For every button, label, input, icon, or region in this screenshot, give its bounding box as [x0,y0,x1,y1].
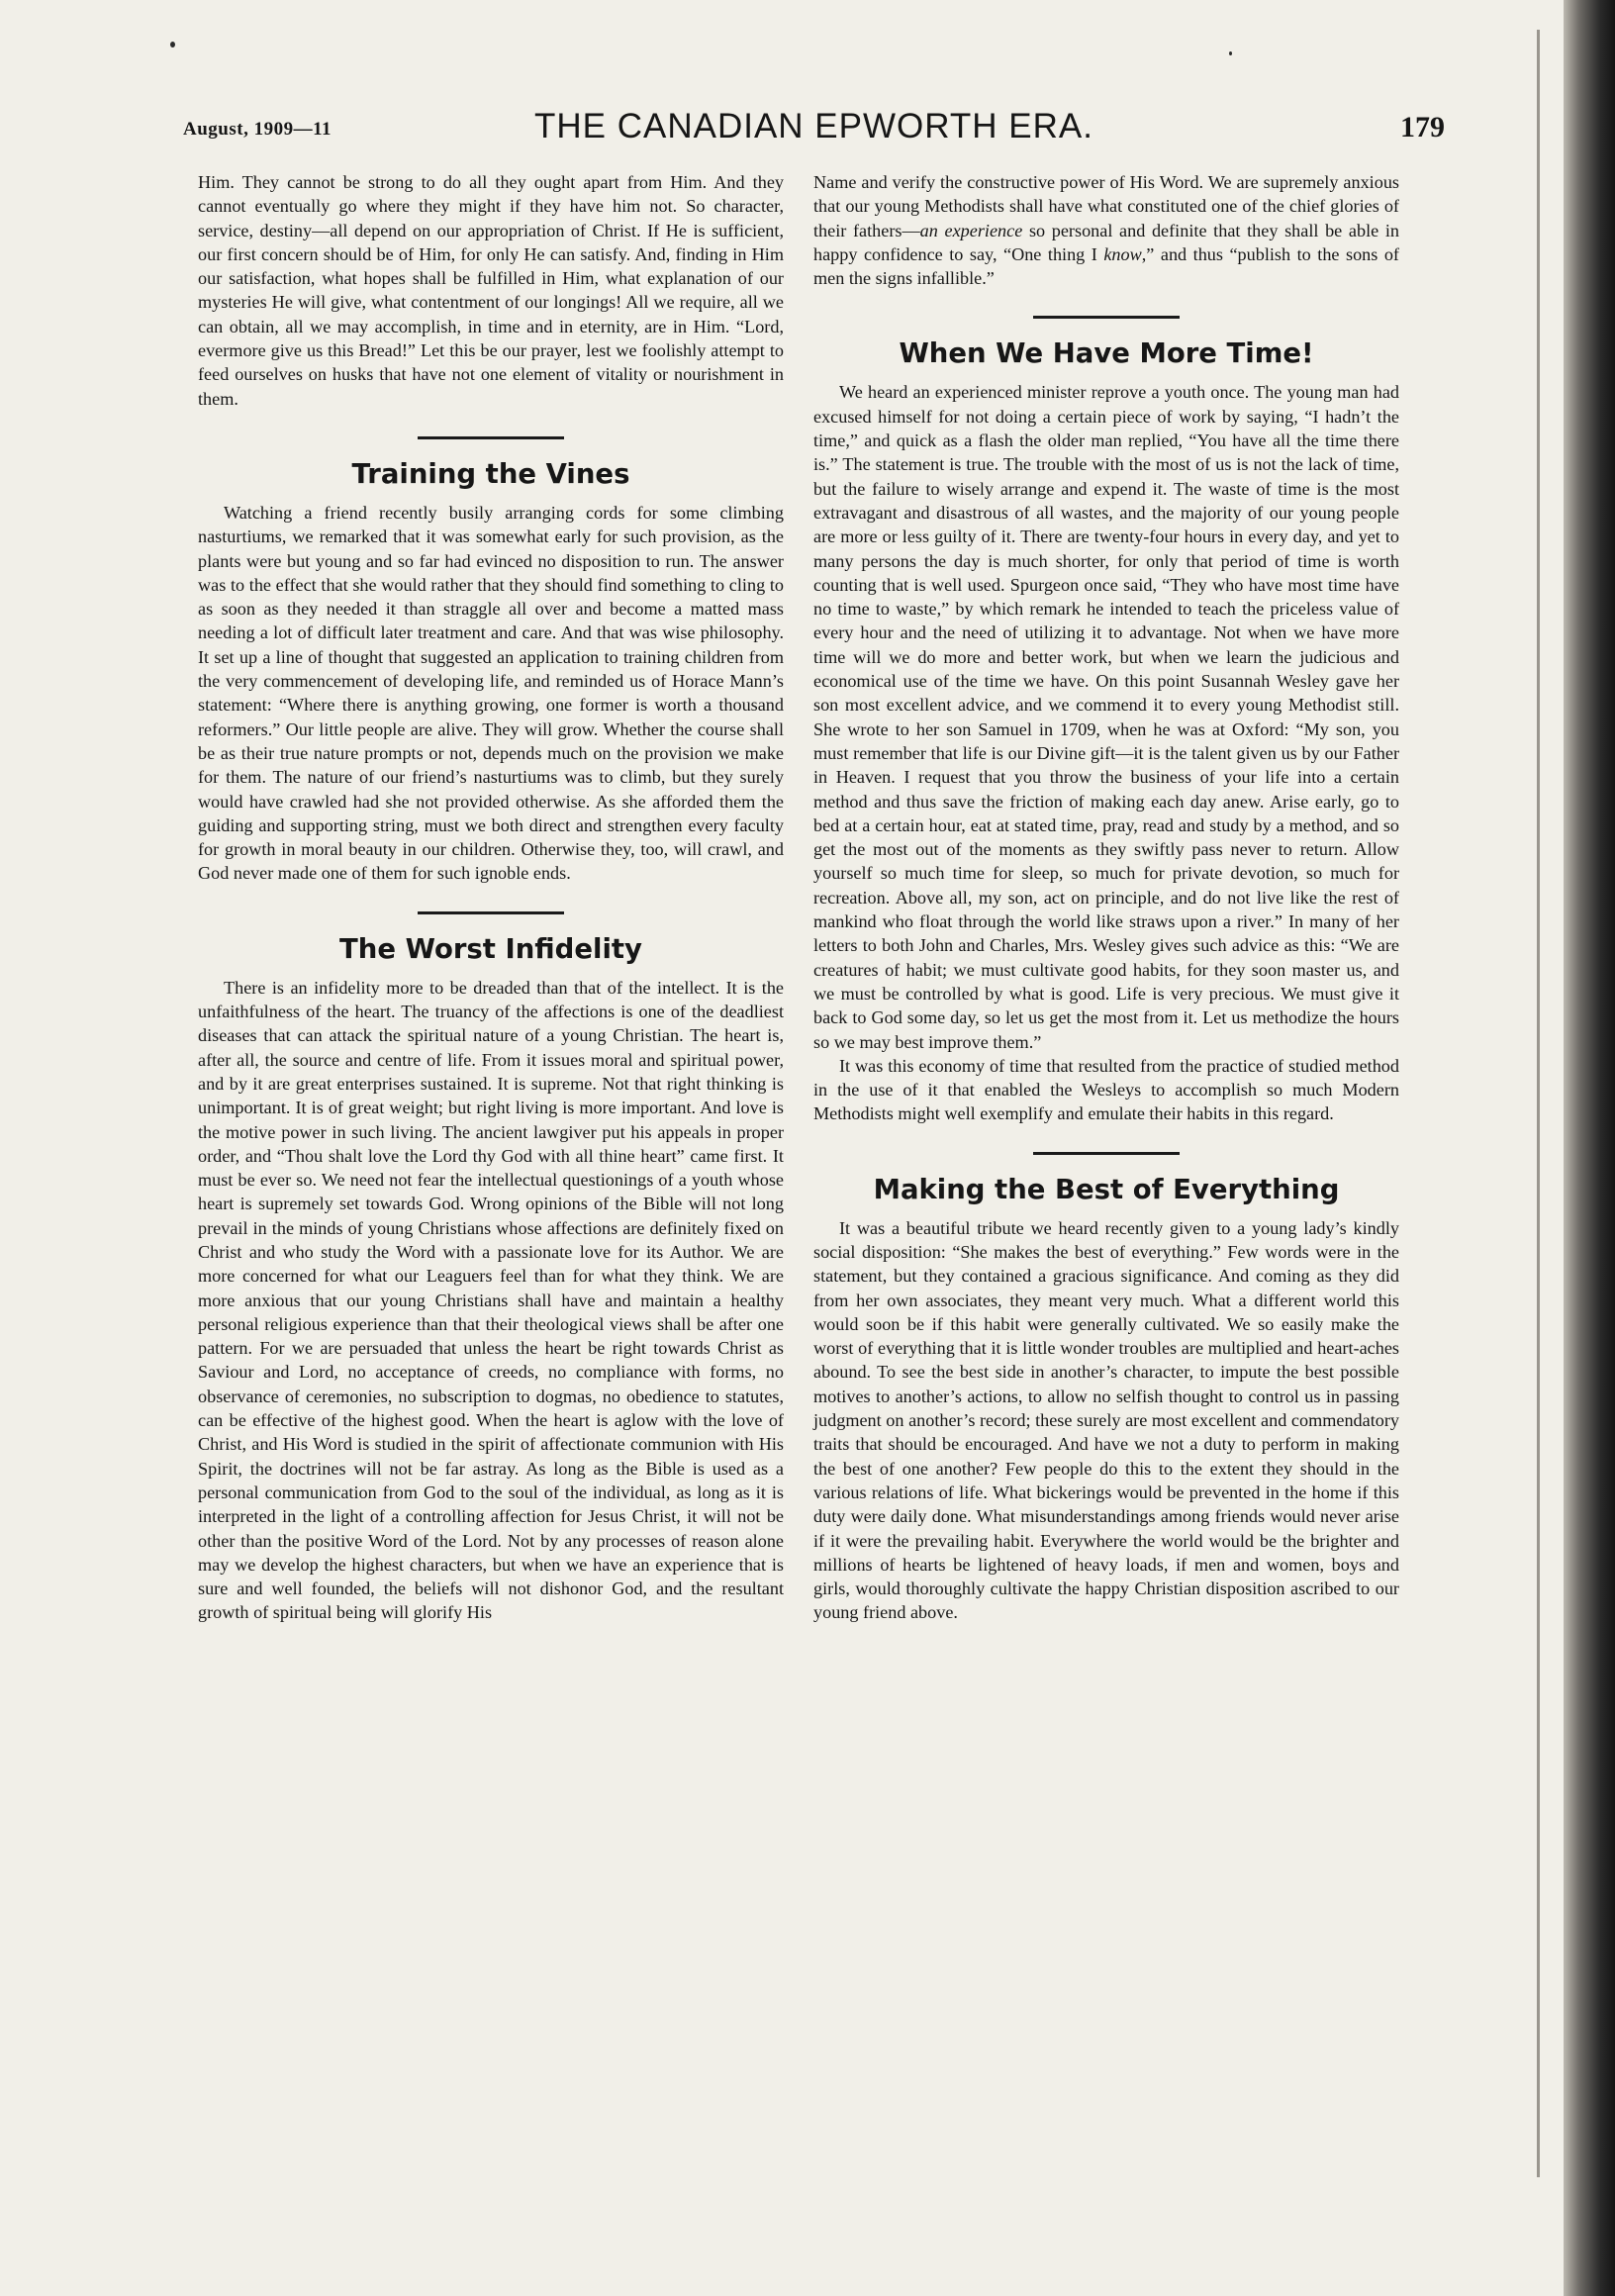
emphasis-experience: an experience [919,220,1023,240]
continued-text: ,” and thus “publish to the sons of men the signs infallible.” [813,243,1399,289]
article-title-training-the-vines: Training the Vines [351,457,630,490]
continued-paragraph [813,170,1399,290]
article-body-worst-infidelity: There is an infidelity more to be dreaded than that of the intellect. It is the unfaithfulness of the heart. The truancy of the affections is one of the deadliest diseases that can attack the spiritual nature of a young Christian. The heart is, after all, the source and centre of life. From it issues moral and spiritual power, and by it are great enterprises sustained. It is supreme. Not that right thinking is unimportant. It is of great weight; but right living is more important. And love is the motive power in such living. The ancient lawgiver put his appeals in proper order, and “Thou shalt love the Lord thy God with all thine heart” came first. It must be ever so. We need not fear the intellectual questionings of a youth whose heart is supremely set towards God. Wrong opinions of the Bible will not long prevail in the minds of young Christians whose affections are definitely fixed on Christ and who study the Word with a passionate love for its Author. We are more concerned for what our Leaguers feel than for what they think. We are more anxious that our young Christians shall have and maintain a healthy personal religious experience than that their theological views shall be after one pattern. For we are persuaded that unless the heart be right towards Christ as Saviour and Lord, no acceptance of creeds, no compliance with forms, no observance of ceremonies, no subscription to dogmas, no obedience to statutes, can be effective of the highest good. When the heart is aglow with the love of Christ, and His Word is studied in the spirit of affectionate communion with His Spirit, the doctrines will not be far astray. As long as the Bible is used as a personal communication from God to the soul of the individual, as long as it is interpreted in the light of a controlling affection for Jesus Christ, it will not be other than the positive Word of the Lord. Not by any processes of reason alone may we develop the highest characters, but when we have an experience that is sure and well founded, the beliefs will not dishonor God, and the resultant growth of spiritual being will glorify His [198,977,784,1623]
left-column [198,170,784,1625]
article-title-worst-infidelity: The Worst Infidelity [339,932,642,965]
article-body-more-time: We heard an experienced minister reprove a youth once. The young man had excused himself for not doing a certain piece of work by saying, “I hadn’t the time,” and quick as a flash the older man replied, “You have all the time there is.” The statement is true. The trouble with the most of us is not the lack of time, but the failure to wisely arrange and expend it. The waste of time is the most extravagant and disastrous of all wastes, and the majority of our young people are more or less guilty of it. There are twenty-four hours in every day, and yet to many persons the day is much shorter, for only that period of time is worth counting that is well used. Spurgeon once said, “They who have most time have no time to waste,” by which remark he intended to teach the priceless value of every hour and the need of utilizing it to advantage. Not when we have more time will we do more and better work, but when we learn the judicious and economical use of the time we have. On this point Susannah Wesley gave her son most excellent advice, and we commend it to every young Methodist still. She wrote to her son Samuel in 1709, when he was at Oxford: “My son, you must remember that life is our Divine gift—it is the talent given us by our Father in Heaven. I request that you throw the business of your life into a certain method and thus save the friction of making each day anew. Arise early, go to bed at a certain hour, eat at stated time, pray, read and study by a method, and so get the most out of the moments as they swiftly pass never to return. Allow yourself so much time for sleep, so much for private devotion, so much for recreation. Above all, my son, act on principle, and do not live like the rest of mankind who float through the world like straws upon a river.” In many of her letters to both John and Charles, Mrs. Wesley gives such advice as this: “We are creatures of habit; we must cultivate good habits, for they soon master us, and we must be controlled by what is good. Life is very precious. We must give it back to God some day, so let us get the most from it. Let us methodize the hours so we may best improve them.” [813,382,1399,1052]
emphasis-know: know [1103,243,1142,264]
page-number: 179 [1400,111,1445,144]
section-divider [1033,316,1180,319]
continued-paragraph: Him. They cannot be strong to do all they ought apart from Him. And they cannot eventually go where they might if they have him not. So character, service, destiny—all depend on our appropriation of Christ. If He is sufficient, our first concern should be of Him, for only He can satisfy. And, finding in Him our satisfaction, what hopes shall be fulfilled in Him, what explanation of our mysteries He will give, what contentment of our longings! All we require, all we can obtain, all we may accomplish, in time and in eternity, are in Him. “Lord, evermore give us this Bread!” Let this be our prayer, lest we foolishly attempt to feed ourselves on husks that have not one element of vitality or nourishment in them. [198,172,784,409]
page-header [183,107,1445,156]
article-body-more-time-closing: It was this economy of time that resulted from the practice of studied method in the use of it that enabled the Wesleys to accomplish so much Modern Methodists might well exemplify and emulate their habits in this regard. [813,1055,1399,1124]
continued-text: Name and verify the constructive power of His Word. We are supremely anxious that our young Methodists shall have what constituted one of the chief glories of their fathers— [813,172,1399,240]
article-body-training-the-vines: Watching a friend recently busily arranging cords for some climbing nasturtiums, we remarked that it was somewhat early for such provision, as the plants were but young and so far had evinced no disposition to run. The answer was to the effect that she would rather that they should find something to cling to as soon as they needed it than straggle all over and become a matted mass needing a lot of difficult later treatment and care. And that was wise philosophy. It set up a line of thought that suggested an application to training children from the very commencement of developing life, and reminded us of Horace Mann’s statement: “Where there is anything growing, one former is worth a thousand reformers.” Our little people are alive. They will grow. Whether the course shall be as their true nature prompts or not, depends much on the provision we make for them. The nature of our friend’s nasturtiums was to climb, but they surely would have crawled had she not provided otherwise. As she afforded them the guiding and supporting string, must we both direct and strengthen every faculty for growth in moral beauty in our children. Otherwise they, too, will crawl, and God never made one of them for such ignoble ends. [198,502,784,884]
issue-date: August, 1909—11 [183,119,332,140]
article-title-best-of-everything: Making the Best of Everything [873,1173,1340,1205]
ink-speck [1229,51,1232,55]
book-binding [1564,0,1615,2296]
section-divider [418,911,564,914]
article-title-more-time: When We Have More Time! [899,337,1314,370]
ink-speck [170,42,175,48]
section-divider [418,436,564,439]
section-divider [1033,1152,1180,1155]
page-edge-shadow [1537,30,1540,2177]
right-column [813,170,1399,1625]
publication-title: THE CANADIAN EPWORTH ERA. [534,107,1093,145]
continued-text: so personal and definite that they shall be able in happy confidence to say, “One thing I [813,220,1400,264]
article-body-best-of-everything: It was a beautiful tribute we heard recently given to a young lady’s kindly social disposition: “She makes the best of everything.” Few words were in the statement, but they contained a gracious significance. And coming as they did from her own associates, they meant very much. What a different world this would soon be if this habit were generally cultivated. We so easily make the worst of everything that it is little wonder troubles are multiplied and heart-aches abound. To see the best side in another’s character, to impute the best possible motives to another’s actions, to allow no selfish thought to control us in passing judgment on another’s record; these surely are most excellent and commendatory traits that should be encouraged. And have we not a duty to perform in making the best of one another? Few people do this to the extent they should in the various relations of life. What bickerings would be prevented in the home if this duty were daily done. What misunderstandings among friends would never arise if it were the prevailing habit. Everywhere the world would be the brighter and millions of hearts be lightened of heavy loads, if men and women, boys and girls, would thoroughly cultivate the happy Christian disposition ascribed to our young friend above. [813,1217,1399,1623]
